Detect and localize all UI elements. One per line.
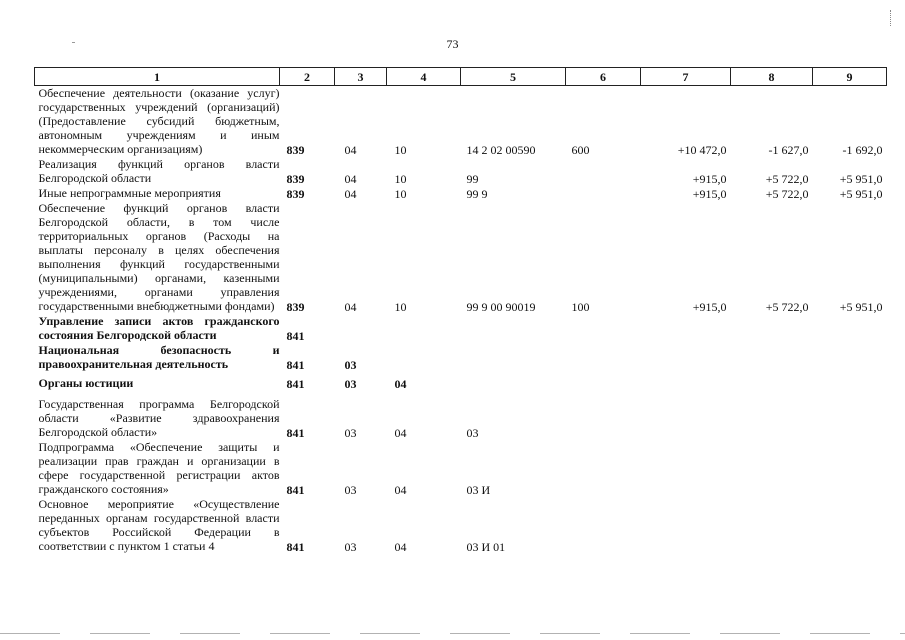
cell-subsection: 10 <box>394 300 407 314</box>
cell-amount-col9: -1 692,0 <box>842 143 883 157</box>
cell-target-article: 99 9 00 90019 <box>466 300 536 314</box>
cell-amount-col8 <box>731 497 813 554</box>
table-row <box>35 497 887 554</box>
column-header: 2 <box>280 68 335 86</box>
cell-amount-col7 <box>641 343 731 372</box>
cell-section: 04 <box>344 300 357 314</box>
cell-expense-type <box>566 497 641 554</box>
cell-amount-col9 <box>813 314 887 343</box>
cell-section: 03 <box>344 377 357 391</box>
scan-artifact-mark <box>884 10 891 26</box>
cell-amount-col7 <box>641 372 731 391</box>
table-row <box>35 157 887 186</box>
table-row <box>35 372 887 391</box>
cell-ministry-code: 841 <box>286 377 305 391</box>
cell-section <box>335 314 387 343</box>
cell-expense-type <box>566 372 641 391</box>
row-name: Обеспечение деятельности (оказание услуг) государственных учреждений (организаций) (Предоставление субсидий бюджетным, автономным учреждениям и иным некоммерческим организациям) <box>38 86 280 156</box>
cell-amount-col7: +915,0 <box>692 172 727 186</box>
row-name: Управление записи актов гражданского состояния Белгородской области <box>38 314 280 342</box>
cell-section: 03 <box>344 483 357 497</box>
cell-expense-type <box>566 343 641 372</box>
cell-subsection: 10 <box>394 187 407 201</box>
row-name: Подпрограмма «Обеспечение защиты и реализации прав граждан и организации в сфере государственной регистрации актов гражданского состояния» <box>38 440 280 496</box>
cell-ministry-code: 841 <box>286 358 305 372</box>
cell-target-article <box>461 343 566 372</box>
cell-amount-col8: +5 722,0 <box>765 300 809 314</box>
cell-expense-type <box>566 391 641 440</box>
cell-target-article: 99 <box>466 172 479 186</box>
column-header: 1 <box>35 68 280 86</box>
cell-ministry-code: 839 <box>286 300 305 314</box>
cell-amount-col7 <box>641 440 731 497</box>
table-row <box>35 343 887 372</box>
row-name: Органы юстиции <box>38 376 134 390</box>
scan-artifact-bottom-line <box>0 633 905 634</box>
cell-target-article <box>461 372 566 391</box>
cell-ministry-code: 841 <box>286 329 305 343</box>
cell-amount-col9 <box>813 497 887 554</box>
budget-table <box>34 67 887 554</box>
table-row <box>35 314 887 343</box>
cell-subsection: 10 <box>394 143 407 157</box>
cell-amount-col9: +5 951,0 <box>839 172 883 186</box>
cell-expense-type <box>566 186 641 201</box>
cell-amount-col9 <box>813 391 887 440</box>
column-header: 4 <box>387 68 461 86</box>
cell-subsection: 04 <box>394 483 407 497</box>
cell-subsection: 04 <box>394 426 407 440</box>
cell-ministry-code: 841 <box>286 540 305 554</box>
row-name: Основное мероприятие «Осуществление переданных органам государственной власти субъектов Российской Федерации в соответствии с пунктом 1 статьи 4 <box>38 497 280 553</box>
cell-subsection <box>387 314 461 343</box>
cell-amount-col9 <box>813 372 887 391</box>
table-row <box>35 186 887 201</box>
cell-section: 03 <box>344 358 357 372</box>
table-row <box>35 391 887 440</box>
cell-amount-col9: +5 951,0 <box>839 300 883 314</box>
cell-expense-type: 600 <box>571 143 590 157</box>
cell-ministry-code: 841 <box>286 426 305 440</box>
cell-amount-col9: +5 951,0 <box>839 187 883 201</box>
cell-subsection: 04 <box>394 377 407 391</box>
column-header: 7 <box>641 68 731 86</box>
cell-section: 03 <box>344 426 357 440</box>
row-name: Государственная программа Белгородской области «Развитие здравоохранения Белгородской области» <box>38 397 280 439</box>
table-row <box>35 86 887 158</box>
cell-amount-col9 <box>813 343 887 372</box>
cell-ministry-code: 841 <box>286 483 305 497</box>
cell-amount-col8 <box>731 372 813 391</box>
cell-expense-type <box>566 314 641 343</box>
cell-section: 03 <box>344 540 357 554</box>
cell-target-article: 14 2 02 00590 <box>466 143 536 157</box>
table-row <box>35 440 887 497</box>
row-name: Обеспечение функций органов власти Белгородской области, в том числе территориальных органов (Расходы на выплаты персоналу в целях обеспечения выполнения функций государственными (муниципальными) органами, казенными учреждениями, органами управления государственными внебюджетными фондами) <box>38 201 280 313</box>
cell-subsection <box>387 343 461 372</box>
cell-section: 04 <box>344 187 357 201</box>
table-row <box>35 201 887 314</box>
cell-target-article: 03 <box>466 426 479 440</box>
cell-amount-col8 <box>731 343 813 372</box>
column-header: 6 <box>566 68 641 86</box>
cell-amount-col8 <box>731 314 813 343</box>
column-header: 8 <box>731 68 813 86</box>
cell-amount-col8: +5 722,0 <box>765 172 809 186</box>
cell-amount-col7 <box>641 314 731 343</box>
cell-amount-col9 <box>813 440 887 497</box>
cell-amount-col7 <box>641 391 731 440</box>
column-header: 3 <box>335 68 387 86</box>
cell-amount-col8 <box>731 391 813 440</box>
cell-amount-col7: +915,0 <box>692 187 727 201</box>
row-name: Реализация функций органов власти Белгородской области <box>38 157 280 185</box>
cell-amount-col8: -1 627,0 <box>768 143 809 157</box>
cell-target-article: 03 И <box>466 483 491 497</box>
cell-amount-col7: +915,0 <box>692 300 727 314</box>
cell-section: 04 <box>344 172 357 186</box>
cell-ministry-code: 839 <box>286 143 305 157</box>
cell-expense-type <box>566 440 641 497</box>
table-header-row <box>35 68 887 86</box>
page-number: 73 <box>446 37 459 51</box>
cell-subsection: 10 <box>394 172 407 186</box>
cell-ministry-code: 839 <box>286 187 305 201</box>
cell-target-article: 03 И 01 <box>466 540 506 554</box>
cell-subsection: 04 <box>394 540 407 554</box>
scan-artifact-dash <box>72 42 75 43</box>
cell-amount-col7 <box>641 497 731 554</box>
cell-target-article: 99 9 <box>466 187 488 201</box>
cell-amount-col7: +10 472,0 <box>677 143 727 157</box>
row-name: Национальная безопасность и правоохранительная деятельность <box>38 343 280 371</box>
cell-amount-col8 <box>731 440 813 497</box>
cell-ministry-code: 839 <box>286 172 305 186</box>
cell-expense-type <box>566 157 641 186</box>
column-header: 9 <box>813 68 887 86</box>
column-header: 5 <box>461 68 566 86</box>
cell-expense-type: 100 <box>571 300 590 314</box>
row-name: Иные непрограммные мероприятия <box>38 186 221 200</box>
cell-section: 04 <box>344 143 357 157</box>
cell-amount-col8: +5 722,0 <box>765 187 809 201</box>
cell-target-article <box>461 314 566 343</box>
